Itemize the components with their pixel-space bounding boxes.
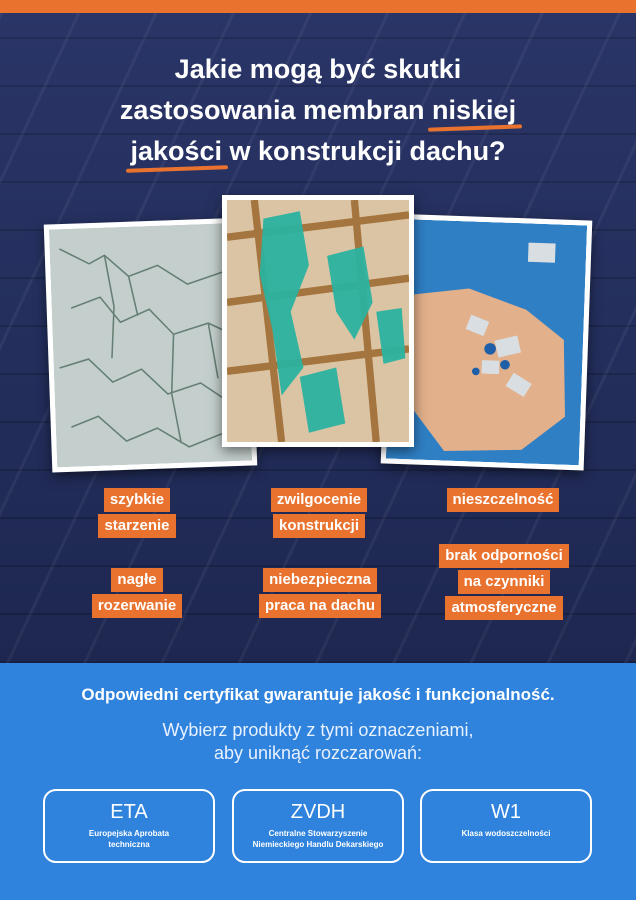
headline-line-2-text: zastosowania membran (119, 95, 433, 125)
headline-highlight-niskiej: niskiej (432, 90, 516, 131)
badge-description (45, 828, 213, 850)
certificate-subheading (0, 719, 636, 765)
certificate-heading: Odpowiedni certyfikat gwarantuje jakość i funkcjonalność. (81, 685, 555, 704)
headline-line-1: Jakie mogą być skutki (174, 54, 462, 84)
effect-label-line: szybkie (104, 488, 170, 512)
effect-label-line: praca na dachu (259, 594, 381, 618)
torn-membrane-roof-photo (222, 195, 414, 447)
badge-description-line-1: Centralne Stowarzyszenie (268, 829, 368, 838)
headline-line-3 (0, 131, 636, 172)
badge-description-line-2: techniczna (108, 840, 150, 849)
headline-line-2 (0, 90, 636, 131)
badge-description (422, 828, 590, 839)
headline-line-3-text: w konstrukcji dachu? (222, 136, 506, 166)
effect-label-niebezpieczna-praca (232, 567, 408, 619)
effect-label-line: starzenie (98, 514, 175, 538)
effect-label-line: nagłe (111, 568, 162, 592)
certificate-badge-eta (43, 789, 215, 863)
badge-code: ZVDH (290, 801, 346, 823)
certificate-subheading-line-1: Wybierz produkty z tymi oznaczeniami, (162, 720, 474, 740)
badge-description-line-1: Klasa wodoszczelności (461, 829, 551, 838)
badge-code: ETA (110, 801, 148, 823)
certificate-badge-zvdh (232, 789, 404, 863)
top-accent-bar (0, 0, 636, 13)
effect-label-line: konstrukcji (273, 514, 365, 538)
effect-label-line: niebezpieczna (263, 568, 377, 592)
effect-label-line: na czynniki (458, 570, 551, 594)
effect-label-brak-odpornosci (414, 543, 594, 621)
certificate-badge-w1 (420, 789, 592, 863)
headline-highlight-jakosci: jakości (130, 131, 222, 172)
effect-label-szybkie-starzenie (72, 487, 202, 539)
certificate-subheading-line-2: aby uniknąć rozczarowań: (213, 743, 423, 763)
effect-label-line: rozerwanie (92, 594, 182, 618)
effect-label-line: nieszczelność (447, 488, 560, 512)
hero-section (0, 13, 636, 663)
effect-label-line: brak odporności (439, 544, 569, 568)
effect-label-zwilgocenie-konstrukcji (236, 487, 402, 539)
headline (0, 49, 636, 172)
certificate-section (0, 663, 636, 900)
badge-description-line-1: Europejska Aprobata (88, 829, 170, 838)
badge-code: W1 (491, 801, 521, 823)
effect-label-line: zwilgocenie (271, 488, 367, 512)
badge-description-line-2: Niemieckiego Handlu Dekarskiego (252, 840, 384, 849)
effect-label-nagle-rozerwanie (62, 567, 212, 619)
effect-label-line: atmosferyczne (445, 596, 562, 620)
badge-description (234, 828, 402, 850)
effect-label-nieszczelnosc (424, 487, 582, 513)
